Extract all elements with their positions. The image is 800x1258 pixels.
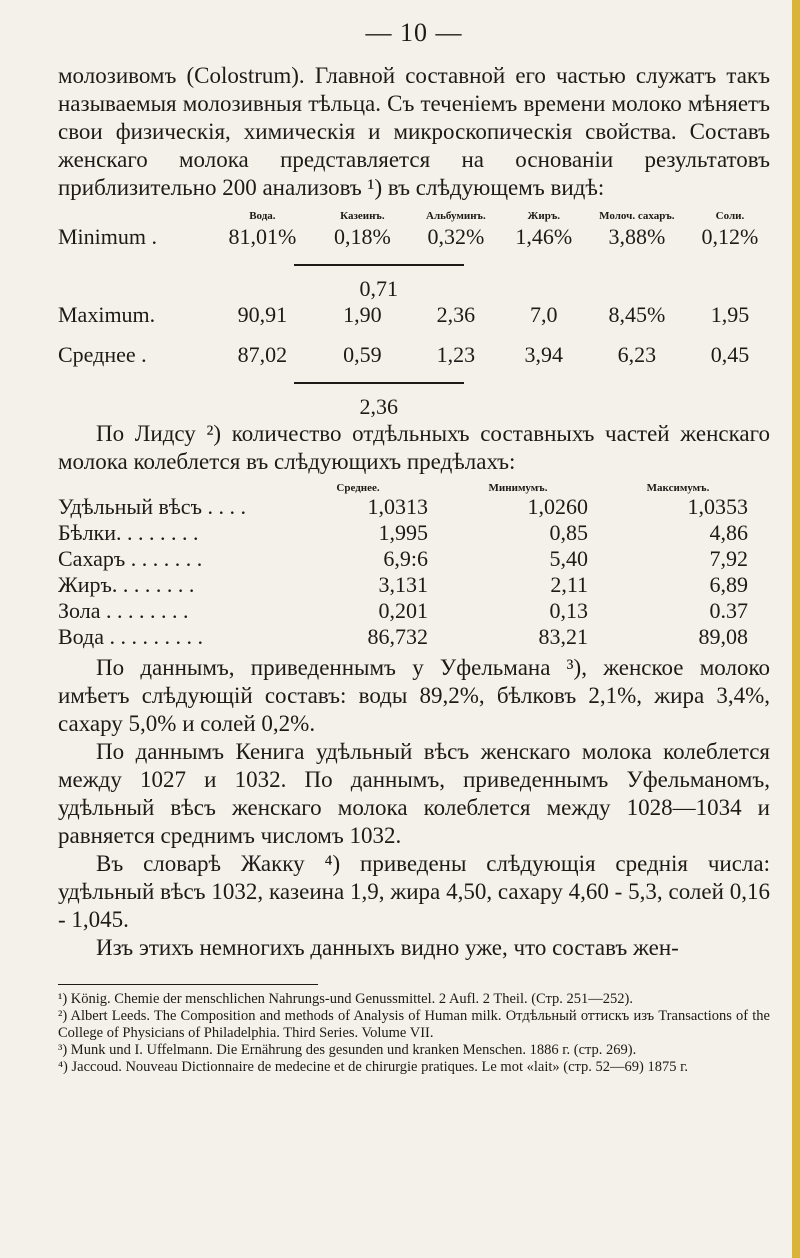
table-row	[58, 624, 758, 650]
footnote-3: ³) Munk und I. Uffelmann. Die Ernährung des gesunden und kranken Menschen. 1886 г. (стр. 269).	[58, 1042, 637, 1058]
table-cell: 0,32%	[427, 224, 485, 249]
row-label: Удѣльный вѣсъ . . . .	[58, 494, 246, 519]
table-cell: 1,46%	[515, 224, 573, 249]
table-cell: 3,88%	[608, 224, 666, 249]
composition-table	[58, 210, 770, 420]
brace-line	[294, 382, 464, 388]
header-cell: Молоч. сахаръ.	[599, 210, 675, 222]
table-cell: 3,94	[524, 342, 564, 367]
table-row	[58, 342, 770, 368]
table-cell: 6,89	[709, 572, 748, 597]
table-cell: 1,90	[343, 302, 382, 327]
table-cell: 6,9:6	[383, 546, 428, 571]
row-label: Жиръ. . . . . . . .	[58, 572, 195, 597]
table-row	[58, 572, 758, 598]
paragraph-1: молозивомъ (Colostrum). Главной составной его частью служатъ такъ называемыя молозивныя тѣльца. Съ теченіемъ времени молоко мѣняетъ свои физическія, химическія и микроскопическія свойства. Составъ женскаго молока представляется на основаніи результатовъ приблизительно 200 анализовъ ¹) въ слѣдующемъ видѣ:	[58, 63, 770, 200]
row-label: Бѣлки. . . . . . . .	[58, 520, 199, 545]
sum-value: 0,71	[359, 276, 399, 301]
table-row	[58, 224, 770, 250]
table-row	[58, 520, 758, 546]
table-cell: 3,131	[378, 572, 428, 597]
page-edge	[792, 0, 800, 1258]
paragraph-5: Въ словарѣ Жакку ⁴) приведены слѣдующія среднія числа: удѣльный вѣсъ 1032, казеина 1,9, жира 4,50, сахару 4,60 - 5,3, солей 0,16 - 1,045.	[58, 851, 770, 932]
table-cell: 83,21	[538, 624, 588, 649]
row-label: Среднее .	[58, 342, 147, 367]
paragraph-6: Изъ этихъ немногихъ данныхъ видно уже, что составъ жен-	[96, 935, 679, 960]
paragraph-2: По Лидсу ²) количество отдѣльныхъ составныхъ частей женскаго молока колеблется въ слѣдующихъ предѣлахъ:	[58, 421, 770, 474]
header-cell: Вода.	[249, 210, 276, 222]
row-label: Minimum .	[58, 224, 158, 249]
table-cell: 8,45%	[608, 302, 666, 327]
table-row	[58, 494, 758, 520]
leeds-table	[58, 482, 758, 650]
footnote-divider	[58, 984, 318, 985]
header-cell: Среднее.	[336, 482, 380, 494]
footnote-2: ²) Albert Leeds. The Composition and methods of Analysis of Human milk. Отдѣльный оттискъ изъ Transactions of the College of Physicians of Philadelphia. Third Series. Volume VII.	[58, 1008, 770, 1041]
table-cell: 0.37	[709, 598, 748, 623]
table-cell: 0,201	[378, 598, 428, 623]
table-cell: 89,08	[698, 624, 748, 649]
paragraph-3: По даннымъ, приведеннымъ у Уфельмана ³), женское молоко имѣетъ слѣдующій составъ: воды 89,2%, бѣлковъ 2,1%, жира 3,4%, сахару 5,0% и солей 0,2%.	[58, 655, 770, 736]
header-cell: Альбуминъ.	[426, 210, 486, 222]
header-cell: Жиръ.	[527, 210, 561, 222]
row-label: Вода . . . . . . . . .	[58, 624, 203, 649]
table-cell: 90,91	[237, 302, 288, 327]
sum-value: 2,36	[359, 394, 399, 419]
header-cell: Минимумъ.	[488, 482, 548, 494]
table-row	[58, 302, 770, 328]
header-cell: Максимумъ.	[646, 482, 710, 494]
table-cell: 7,0	[530, 302, 558, 327]
header-cell: Казеинъ.	[340, 210, 385, 222]
header-cell: Соли.	[715, 210, 745, 222]
footnote-4: ⁴) Jaccoud. Nouveau Dictionnaire de medecine et de chirurgie pratiques. Le mot «lait» (стр. 52—69) 1875 г.	[58, 1059, 689, 1075]
table-cell: 7,92	[709, 546, 748, 571]
table-cell: 2,36	[436, 302, 476, 327]
table-cell: 0,18%	[333, 224, 391, 249]
brace-line	[294, 264, 464, 270]
composition-table-header	[58, 210, 770, 224]
sum-row	[58, 368, 770, 420]
table-cell: 1,0260	[527, 494, 588, 519]
table-cell: 4,86	[709, 520, 748, 545]
table-cell: 0,59	[343, 342, 382, 367]
paragraph-4: По даннымъ Кенига удѣльный вѣсъ женскаго молока колеблется между 1027 и 1032. По даннымъ, приведеннымъ Уфельманомъ, удѣльный вѣсъ женскаго молока колеблется между 1028—1034 и равняется среднимъ числомъ 1032.	[58, 739, 770, 848]
table-cell: 81,01%	[228, 224, 297, 249]
row-label: Зола . . . . . . . .	[58, 598, 189, 623]
leeds-table-header	[58, 482, 758, 494]
page-number: — 10 —	[365, 18, 463, 47]
table-row	[58, 598, 758, 624]
table-cell: 2,11	[550, 572, 588, 597]
table-cell: 5,40	[549, 546, 588, 571]
table-cell: 0,45	[710, 342, 750, 367]
table-cell: 1,995	[378, 520, 428, 545]
table-cell: 1,0313	[367, 494, 428, 519]
table-cell: 1,0353	[687, 494, 748, 519]
table-cell: 86,732	[367, 624, 428, 649]
table-cell: 1,95	[710, 302, 750, 327]
table-cell: 87,02	[237, 342, 288, 367]
row-label: Maximum.	[58, 302, 156, 327]
sum-row	[58, 250, 770, 302]
table-cell: 6,23	[617, 342, 657, 367]
table-cell: 1,23	[436, 342, 476, 367]
table-cell: 0,13	[549, 598, 588, 623]
table-cell: 0,85	[549, 520, 588, 545]
row-label: Сахаръ . . . . . . .	[58, 546, 203, 571]
page	[58, 18, 770, 1076]
table-row	[58, 546, 758, 572]
table-cell: 0,12%	[701, 224, 759, 249]
footnote-1: ¹) König. Chemie der menschlichen Nahrungs-und Genussmittel. 2 Aufl. 2 Theil. (Стр. 251—252).	[58, 991, 634, 1007]
